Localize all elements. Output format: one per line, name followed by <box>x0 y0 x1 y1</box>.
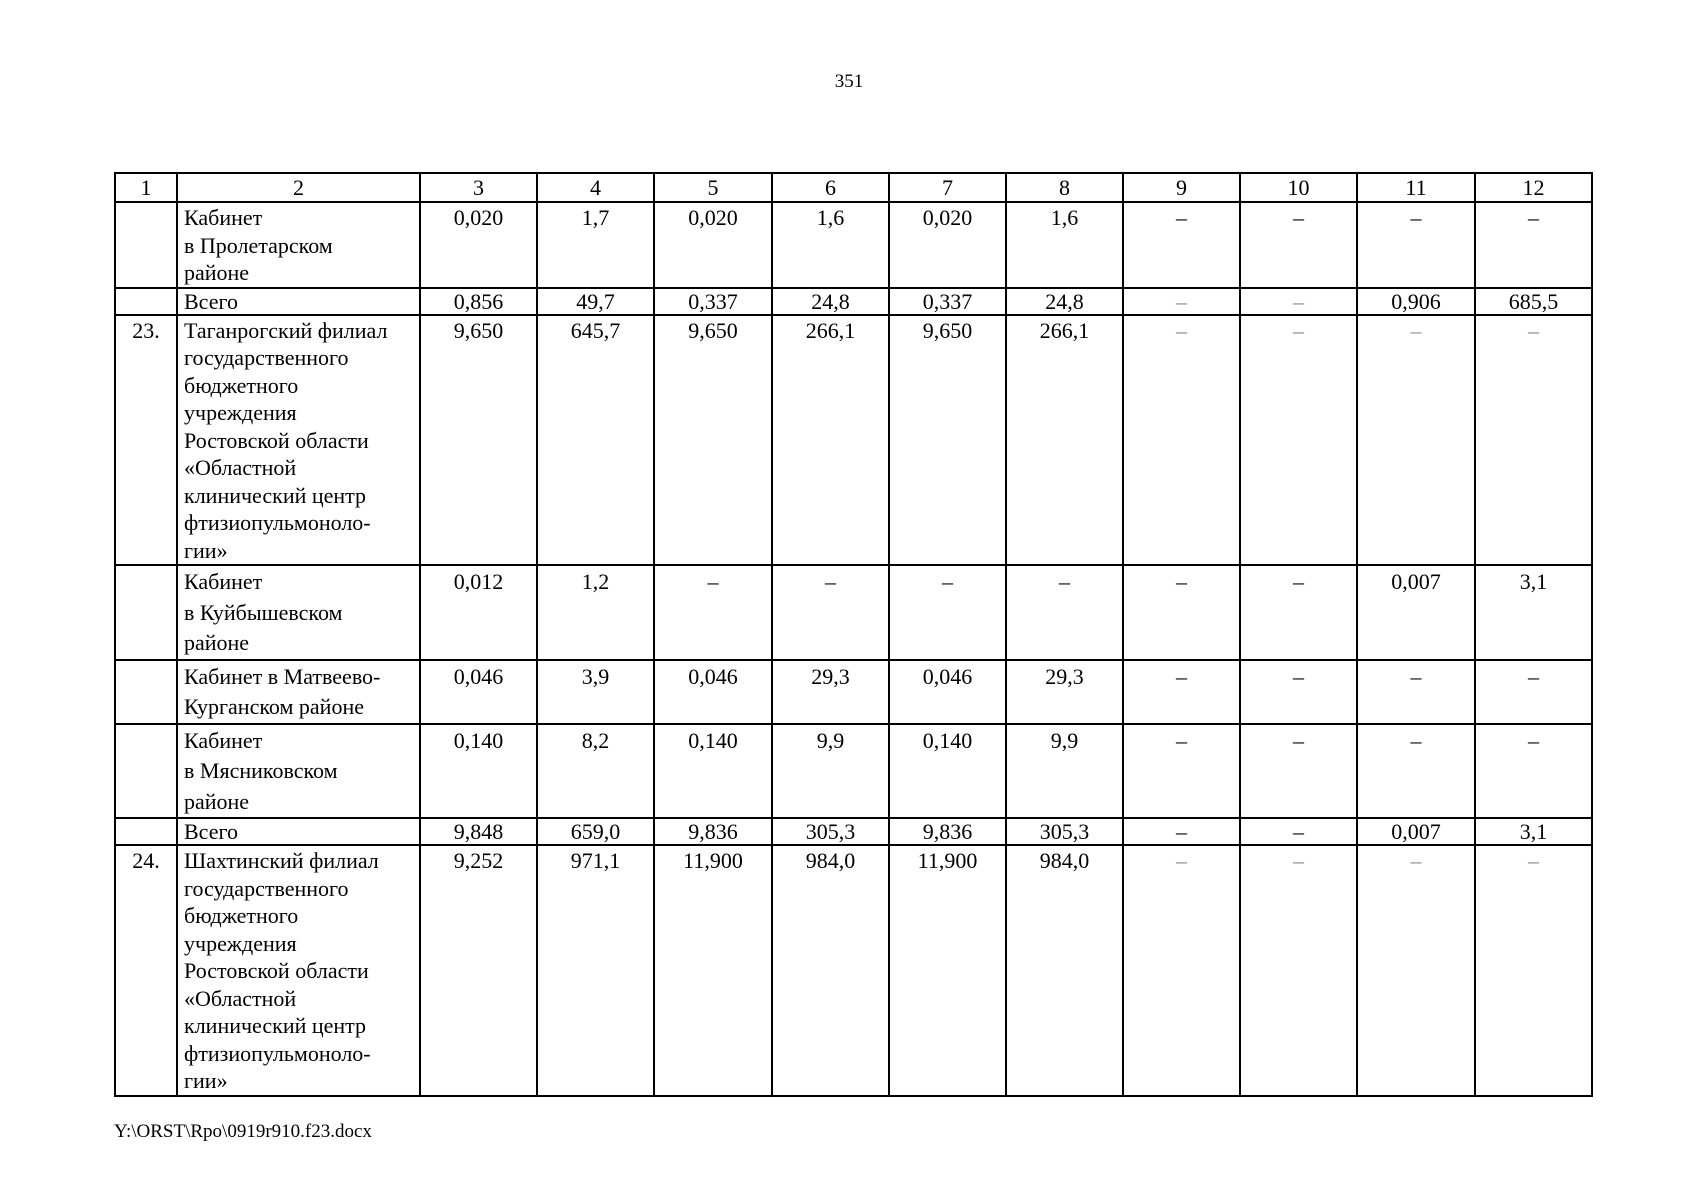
row-name: Таганрогский филиал государственного бюджетного учреждения Ростовской области «Областной клинический центр фтизиопульмоноло- гии» <box>177 315 420 566</box>
page-number: 351 <box>834 71 864 92</box>
value-cell: 9,252 <box>420 845 537 1096</box>
value-cell: 645,7 <box>537 315 654 566</box>
value-cell: 971,1 <box>537 845 654 1096</box>
value-cell: 0,337 <box>654 288 772 315</box>
row-name: Кабинет в Куйбышевском районе <box>177 565 420 660</box>
value-cell: – <box>1123 202 1240 288</box>
value-cell: – <box>654 565 772 660</box>
value-cell: 3,1 <box>1475 818 1592 845</box>
column-number: 6 <box>772 173 889 202</box>
value-cell: 9,836 <box>654 818 772 845</box>
value-cell: 0,337 <box>889 288 1006 315</box>
value-cell: – <box>1240 288 1357 315</box>
value-cell: 0,020 <box>420 202 537 288</box>
value-cell: 24,8 <box>1006 288 1123 315</box>
value-cell: – <box>1123 315 1240 566</box>
value-cell: – <box>1240 845 1357 1096</box>
total-row <box>115 288 1592 315</box>
value-cell: – <box>1475 724 1592 819</box>
value-cell: – <box>772 565 889 660</box>
value-cell: 0,046 <box>420 660 537 724</box>
row-number <box>115 724 177 819</box>
value-cell: – <box>1357 315 1475 566</box>
file-path-footer: Y:\ORST\Rpo\0919r910.f23.docx <box>114 1121 372 1142</box>
value-cell: 9,650 <box>420 315 537 566</box>
row-name: Кабинет в Пролетарском районе <box>177 202 420 288</box>
value-cell: 685,5 <box>1475 288 1592 315</box>
value-cell: 0,012 <box>420 565 537 660</box>
column-number: 2 <box>177 173 420 202</box>
column-number: 10 <box>1240 173 1357 202</box>
value-cell: 0,140 <box>420 724 537 819</box>
row-number <box>115 202 177 288</box>
value-cell: – <box>1123 818 1240 845</box>
value-cell: 1,7 <box>537 202 654 288</box>
value-cell: 1,6 <box>1006 202 1123 288</box>
row-number: 24. <box>115 845 177 1096</box>
table-row <box>115 315 1592 566</box>
value-cell: – <box>1240 315 1357 566</box>
value-cell: 9,9 <box>1006 724 1123 819</box>
table-row <box>115 724 1592 819</box>
value-cell: 0,046 <box>654 660 772 724</box>
value-cell: 0,856 <box>420 288 537 315</box>
column-number: 7 <box>889 173 1006 202</box>
value-cell: – <box>1357 845 1475 1096</box>
value-cell: 29,3 <box>1006 660 1123 724</box>
value-cell: – <box>1240 818 1357 845</box>
value-cell: 305,3 <box>772 818 889 845</box>
table-row <box>115 565 1592 660</box>
value-cell: 266,1 <box>772 315 889 566</box>
value-cell: – <box>1123 565 1240 660</box>
column-number: 9 <box>1123 173 1240 202</box>
value-cell: – <box>1123 845 1240 1096</box>
row-number <box>115 288 177 315</box>
value-cell: – <box>1357 724 1475 819</box>
row-name: Всего <box>177 818 420 845</box>
value-cell: 0,140 <box>654 724 772 819</box>
value-cell: 9,650 <box>654 315 772 566</box>
value-cell: 0,007 <box>1357 565 1475 660</box>
value-cell: 0,046 <box>889 660 1006 724</box>
column-number: 8 <box>1006 173 1123 202</box>
value-cell: 0,140 <box>889 724 1006 819</box>
row-name: Кабинет в Мясниковском районе <box>177 724 420 819</box>
row-number <box>115 660 177 724</box>
value-cell: – <box>1240 660 1357 724</box>
row-number <box>115 565 177 660</box>
data-table <box>114 172 1593 1097</box>
value-cell: – <box>1475 660 1592 724</box>
column-number: 3 <box>420 173 537 202</box>
value-cell: 305,3 <box>1006 818 1123 845</box>
value-cell: – <box>1240 565 1357 660</box>
value-cell: 9,650 <box>889 315 1006 566</box>
value-cell: 11,900 <box>889 845 1006 1096</box>
value-cell: 1,2 <box>537 565 654 660</box>
table-row <box>115 845 1592 1096</box>
value-cell: – <box>1123 724 1240 819</box>
value-cell: 0,020 <box>889 202 1006 288</box>
value-cell: 1,6 <box>772 202 889 288</box>
value-cell: 266,1 <box>1006 315 1123 566</box>
value-cell: 8,2 <box>537 724 654 819</box>
value-cell: 0,906 <box>1357 288 1475 315</box>
value-cell: 3,1 <box>1475 565 1592 660</box>
total-row <box>115 818 1592 845</box>
column-number: 1 <box>115 173 177 202</box>
column-number: 5 <box>654 173 772 202</box>
value-cell: – <box>1240 202 1357 288</box>
column-number: 4 <box>537 173 654 202</box>
row-number: 23. <box>115 315 177 566</box>
value-cell: 11,900 <box>654 845 772 1096</box>
value-cell: 984,0 <box>772 845 889 1096</box>
row-name: Шахтинский филиал государственного бюджетного учреждения Ростовской области «Областной клинический центр фтизиопульмоноло- гии» <box>177 845 420 1096</box>
value-cell: 9,836 <box>889 818 1006 845</box>
value-cell: – <box>1357 202 1475 288</box>
value-cell: – <box>889 565 1006 660</box>
value-cell: 29,3 <box>772 660 889 724</box>
value-cell: – <box>1357 660 1475 724</box>
value-cell: – <box>1006 565 1123 660</box>
header-row <box>115 173 1592 202</box>
value-cell: – <box>1475 845 1592 1096</box>
value-cell: – <box>1240 724 1357 819</box>
value-cell: 3,9 <box>537 660 654 724</box>
value-cell: 0,007 <box>1357 818 1475 845</box>
value-cell: – <box>1475 202 1592 288</box>
value-cell: – <box>1123 288 1240 315</box>
value-cell: 984,0 <box>1006 845 1123 1096</box>
table-row <box>115 202 1592 288</box>
column-number: 11 <box>1357 173 1475 202</box>
row-number <box>115 818 177 845</box>
column-number: 12 <box>1475 173 1592 202</box>
value-cell: – <box>1475 315 1592 566</box>
value-cell: 24,8 <box>772 288 889 315</box>
row-name: Всего <box>177 288 420 315</box>
value-cell: 659,0 <box>537 818 654 845</box>
value-cell: 0,020 <box>654 202 772 288</box>
value-cell: 49,7 <box>537 288 654 315</box>
row-name: Кабинет в Матвеево- Курганском районе <box>177 660 420 724</box>
value-cell: 9,9 <box>772 724 889 819</box>
table-row <box>115 660 1592 724</box>
value-cell: 9,848 <box>420 818 537 845</box>
value-cell: – <box>1123 660 1240 724</box>
